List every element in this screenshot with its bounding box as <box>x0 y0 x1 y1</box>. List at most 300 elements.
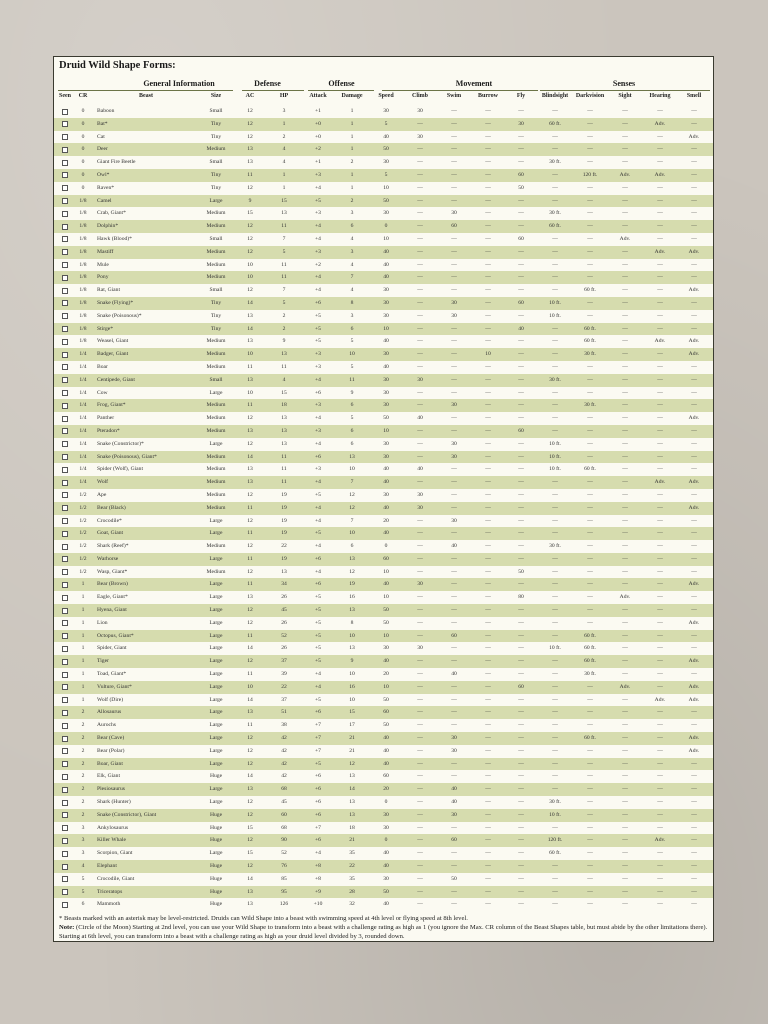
col-header-ac: AC <box>245 93 255 99</box>
cell-speed: 30 <box>383 402 389 409</box>
cell-smell: — <box>691 389 697 396</box>
cell-hearing: — <box>657 287 663 294</box>
cell-sight: — <box>622 197 628 204</box>
cell-swim: 30 <box>451 517 457 524</box>
cell-hp: 2 <box>282 325 286 332</box>
cell-cr: 2 <box>81 811 85 818</box>
cell-fly: — <box>518 696 524 703</box>
cell-damage: 4 <box>350 261 354 268</box>
cell-size: Huge <box>209 888 223 895</box>
cell-sight: Adv. <box>619 594 631 601</box>
cell-attack: +5 <box>315 645 321 652</box>
cell-fly: — <box>518 466 524 473</box>
cell-darkvision: — <box>587 722 593 729</box>
cell-climb: 30 <box>417 376 423 383</box>
cell-size: Small <box>209 159 223 166</box>
cell-damage: 13 <box>349 645 355 652</box>
cell-hp: 13 <box>281 568 287 575</box>
cell-darkvision: — <box>587 159 593 166</box>
cell-cr: 1 <box>81 658 85 665</box>
cell-blindsight: — <box>552 875 558 882</box>
cell-ac: 13 <box>247 466 253 473</box>
cell-fly: — <box>518 479 524 486</box>
cell-climb: 30 <box>417 504 423 511</box>
cell-damage: 7 <box>350 274 354 281</box>
cell-sight: — <box>622 888 628 895</box>
cell-cr: 1/8 <box>79 274 87 281</box>
cell-blindsight: — <box>552 760 558 767</box>
cell-beast: Mammoth <box>97 901 121 908</box>
cell-cr: 1 <box>81 645 85 652</box>
cell-fly: 80 <box>518 594 524 601</box>
cell-beast: Boar, Giant <box>97 760 123 767</box>
cell-swim: — <box>451 850 457 857</box>
cell-hearing: — <box>657 875 663 882</box>
cell-climb: — <box>417 735 423 742</box>
cell-beast: Wasp, Giant* <box>97 568 128 575</box>
cell-smell: — <box>691 837 697 844</box>
cell-cr: 0 <box>81 146 85 153</box>
cell-swim: — <box>451 581 457 588</box>
cell-beast: Rat, Giant <box>97 287 120 294</box>
cell-damage: 5 <box>350 415 354 422</box>
cell-beast: Crocodile* <box>97 517 122 524</box>
cell-hearing: — <box>657 210 663 217</box>
cell-speed: 50 <box>383 722 389 729</box>
cell-attack: +4 <box>315 671 321 678</box>
cell-burrow: — <box>485 658 491 665</box>
table-row <box>54 284 713 297</box>
cell-fly: — <box>518 248 524 255</box>
table-row <box>54 604 713 617</box>
cell-burrow: — <box>485 479 491 486</box>
cell-sight: — <box>622 312 628 319</box>
cell-ac: 12 <box>247 619 253 626</box>
cell-hearing: — <box>657 619 663 626</box>
cell-cr: 0 <box>81 171 85 178</box>
cell-hearing: — <box>657 722 663 729</box>
cell-sight: — <box>622 555 628 562</box>
cell-sight: — <box>622 709 628 716</box>
cell-darkvision: — <box>587 312 593 319</box>
cell-ac: 12 <box>247 235 253 242</box>
cell-blindsight: — <box>552 248 558 255</box>
cell-cr: 2 <box>81 722 85 729</box>
cell-ac: 14 <box>247 696 253 703</box>
cell-speed: 40 <box>383 466 389 473</box>
cell-damage: 8 <box>350 299 354 306</box>
cell-beast: Snake (Poisonous)* <box>97 312 142 319</box>
table-row <box>54 630 713 643</box>
cell-damage: 9 <box>350 658 354 665</box>
cell-smell: Adv. <box>688 658 700 665</box>
cell-hp: 1 <box>282 120 286 127</box>
cell-sight: — <box>622 760 628 767</box>
cell-cr: 1/8 <box>79 338 87 345</box>
cell-beast: Dolphin* <box>97 223 119 230</box>
cell-size: Medium <box>206 402 226 409</box>
cell-hearing: — <box>657 159 663 166</box>
cell-damage: 7 <box>350 517 354 524</box>
cell-blindsight: — <box>552 184 558 191</box>
cell-blindsight: 30 ft. <box>549 376 561 383</box>
cell-darkvision: — <box>587 837 593 844</box>
table-row <box>54 118 713 131</box>
cell-hp: 4 <box>282 376 286 383</box>
cell-smell: — <box>691 171 697 178</box>
cell-beast: Bear (Brown) <box>97 581 128 588</box>
cell-smell: — <box>691 850 697 857</box>
cell-size: Huge <box>209 863 223 870</box>
cell-cr: 1/4 <box>79 402 87 409</box>
cell-climb: — <box>417 184 423 191</box>
table-row <box>54 348 713 361</box>
cell-hp: 19 <box>281 517 287 524</box>
cell-burrow: — <box>485 901 491 908</box>
cell-beast: Shark (Reef)* <box>97 543 129 550</box>
cell-beast: Mastiff <box>97 248 114 255</box>
table-row <box>54 451 713 464</box>
table-row <box>54 476 713 489</box>
cell-burrow: — <box>485 440 491 447</box>
cell-speed: 20 <box>383 517 389 524</box>
cell-ac: 13 <box>247 594 253 601</box>
cell-size: Medium <box>206 261 226 268</box>
cell-damage: 2 <box>350 197 354 204</box>
cell-size: Huge <box>209 811 223 818</box>
cell-fly: — <box>518 722 524 729</box>
cell-blindsight: — <box>552 325 558 332</box>
cell-climb: — <box>417 632 423 639</box>
cell-climb: — <box>417 671 423 678</box>
cell-attack: +6 <box>315 389 321 396</box>
cell-size: Tiny <box>210 325 222 332</box>
table-row <box>54 847 713 860</box>
cell-speed: 30 <box>383 824 389 831</box>
cell-hp: 11 <box>281 479 287 486</box>
cell-climb: — <box>417 850 423 857</box>
cell-swim: 30 <box>451 312 457 319</box>
cell-size: Tiny <box>210 171 222 178</box>
cell-speed: 30 <box>383 351 389 358</box>
cell-attack: +2 <box>315 261 321 268</box>
cell-swim: — <box>451 568 457 575</box>
cell-attack: +3 <box>315 363 321 370</box>
cell-beast: Crocodile, Giant <box>97 875 135 882</box>
cell-hearing: Adv. <box>654 171 666 178</box>
cell-speed: 40 <box>383 504 389 511</box>
cell-sight: — <box>622 607 628 614</box>
cell-smell: Adv. <box>688 351 700 358</box>
cell-size: Medium <box>206 504 226 511</box>
cell-burrow: — <box>485 683 491 690</box>
cell-fly: — <box>518 645 524 652</box>
cell-damage: 28 <box>349 888 355 895</box>
cell-darkvision: — <box>587 133 593 140</box>
cell-ac: 11 <box>247 363 253 370</box>
cell-damage: 4 <box>350 235 354 242</box>
note-text: (Circle of the Moon) Starting at 2nd level, you can use your Wild Shape to transform into a beast with a challenge rating as high as 1 (you ignore the Max. CR column of the Beast Shapes table, but must abide by the other limitations there). Starting at 6th level, you can transform into a beast with a challenge rating as high as your druid level divided by 3, rounded down. <box>59 924 708 940</box>
cell-cr: 2 <box>81 735 85 742</box>
cell-blindsight: — <box>552 171 558 178</box>
cell-ac: 10 <box>247 261 253 268</box>
cell-attack: +5 <box>315 632 321 639</box>
cell-size: Medium <box>206 453 226 460</box>
cell-swim: 30 <box>451 811 457 818</box>
cell-darkvision: 60 ft. <box>584 645 596 652</box>
cell-burrow: — <box>485 799 491 806</box>
cell-fly: 60 <box>518 235 524 242</box>
cell-swim: — <box>451 338 457 345</box>
cell-hp: 7 <box>282 235 286 242</box>
cell-blindsight: 30 ft. <box>549 159 561 166</box>
col-header-attack: Attack <box>309 93 327 99</box>
cell-size: Huge <box>209 875 223 882</box>
cell-hearing: — <box>657 863 663 870</box>
cell-burrow: — <box>485 504 491 511</box>
cell-hearing: — <box>657 197 663 204</box>
cell-blindsight: — <box>552 581 558 588</box>
cell-damage: 8 <box>350 619 354 626</box>
cell-ac: 11 <box>247 530 253 537</box>
cell-beast: Killer Whale <box>97 837 126 844</box>
cell-hp: 13 <box>281 351 287 358</box>
cell-sight: — <box>622 735 628 742</box>
cell-darkvision: — <box>587 555 593 562</box>
cell-hp: 42 <box>281 735 287 742</box>
cell-burrow: — <box>485 427 491 434</box>
cell-burrow: — <box>485 837 491 844</box>
cell-speed: 30 <box>383 811 389 818</box>
cell-hp: 34 <box>281 581 287 588</box>
cell-ac: 12 <box>247 440 253 447</box>
cell-hearing: — <box>657 683 663 690</box>
cell-damage: 12 <box>349 491 355 498</box>
cell-blindsight: — <box>552 504 558 511</box>
cell-burrow: — <box>485 722 491 729</box>
cell-swim: — <box>451 722 457 729</box>
cell-sight: Adv. <box>619 235 631 242</box>
cell-smell: — <box>691 146 697 153</box>
cell-climb: 30 <box>417 133 423 140</box>
cell-climb: — <box>417 287 423 294</box>
cell-ac: 15 <box>247 824 253 831</box>
cell-swim: — <box>451 133 457 140</box>
cell-cr: 4 <box>81 863 85 870</box>
cell-attack: +4 <box>315 184 321 191</box>
cell-size: Large <box>209 850 223 857</box>
cell-hp: 38 <box>281 722 287 729</box>
cell-speed: 30 <box>383 440 389 447</box>
cell-blindsight: — <box>552 555 558 562</box>
cell-attack: +7 <box>315 735 321 742</box>
cell-attack: +4 <box>315 568 321 575</box>
cell-darkvision: — <box>587 811 593 818</box>
cell-hearing: — <box>657 824 663 831</box>
cell-attack: +4 <box>315 850 321 857</box>
cell-swim: 30 <box>451 453 457 460</box>
cell-damage: 10 <box>349 671 355 678</box>
cell-attack: +4 <box>315 223 321 230</box>
cell-attack: +5 <box>315 760 321 767</box>
cell-blindsight: 120 ft. <box>547 837 563 844</box>
cell-cr: 6 <box>81 901 85 908</box>
cell-darkvision: 60 ft. <box>584 466 596 473</box>
cell-ac: 10 <box>247 683 253 690</box>
cell-ac: 13 <box>247 427 253 434</box>
cell-smell: — <box>691 875 697 882</box>
cell-climb: — <box>417 517 423 524</box>
cell-ac: 11 <box>247 555 253 562</box>
group-general: General Information <box>143 79 215 88</box>
cell-smell: — <box>691 607 697 614</box>
cell-swim: — <box>451 146 457 153</box>
cell-cr: 1/4 <box>79 363 87 370</box>
cell-hearing: — <box>657 901 663 908</box>
cell-burrow: — <box>485 197 491 204</box>
cell-beast: Owl* <box>97 171 110 178</box>
cell-swim: 30 <box>451 299 457 306</box>
cell-hearing: — <box>657 568 663 575</box>
cell-damage: 18 <box>349 824 355 831</box>
cell-blindsight: 10 ft. <box>549 645 561 652</box>
table-row <box>54 143 713 156</box>
cell-fly: — <box>518 402 524 409</box>
cell-hp: 126 <box>279 901 289 908</box>
cell-size: Tiny <box>210 133 222 140</box>
group-offense: Offense <box>328 79 355 88</box>
cell-sight: — <box>622 722 628 729</box>
cell-speed: 40 <box>383 248 389 255</box>
cell-fly: 30 <box>518 120 524 127</box>
cell-hp: 19 <box>281 530 287 537</box>
cell-fly: — <box>518 517 524 524</box>
cell-cr: 1 <box>81 581 85 588</box>
cell-burrow: — <box>485 184 491 191</box>
cell-cr: 0 <box>81 184 85 191</box>
cell-attack: +3 <box>315 351 321 358</box>
cell-cr: 0 <box>81 120 85 127</box>
cell-beast: Spider, Giant <box>97 645 127 652</box>
cell-hearing: Adv. <box>654 248 666 255</box>
cell-burrow: — <box>485 875 491 882</box>
cell-size: Medium <box>206 223 226 230</box>
col-header-damage: Damage <box>341 93 363 99</box>
cell-climb: — <box>417 223 423 230</box>
cell-blindsight: — <box>552 735 558 742</box>
cell-hp: 2 <box>282 133 286 140</box>
cell-burrow: — <box>485 325 491 332</box>
cell-speed: 50 <box>383 415 389 422</box>
cell-burrow: — <box>485 133 491 140</box>
cell-cr: 1 <box>81 594 85 601</box>
cell-damage: 6 <box>350 402 354 409</box>
cell-hp: 68 <box>281 824 287 831</box>
cell-beast: Aurochs <box>97 722 116 729</box>
cell-darkvision: — <box>587 261 593 268</box>
cell-hp: 7 <box>282 287 286 294</box>
cell-swim: — <box>451 645 457 652</box>
cell-smell: — <box>691 799 697 806</box>
cell-size: Huge <box>209 837 223 844</box>
cell-darkvision: — <box>587 146 593 153</box>
rule-movement <box>382 90 538 91</box>
cell-sight: — <box>622 427 628 434</box>
cell-darkvision: 60 ft. <box>584 658 596 665</box>
cell-swim: — <box>451 773 457 780</box>
cell-blindsight: — <box>552 389 558 396</box>
cell-burrow: — <box>485 555 491 562</box>
cell-beast: Pony <box>97 274 109 281</box>
cell-size: Large <box>209 607 223 614</box>
table-row <box>54 182 713 195</box>
beast-table <box>54 105 713 911</box>
cell-attack: +4 <box>315 479 321 486</box>
cell-hp: 52 <box>281 632 287 639</box>
cell-sight: — <box>622 491 628 498</box>
cell-blindsight: — <box>552 261 558 268</box>
cell-hearing: — <box>657 415 663 422</box>
cell-swim: — <box>451 427 457 434</box>
cell-burrow: — <box>485 261 491 268</box>
cell-fly: 60 <box>518 299 524 306</box>
cell-blindsight: — <box>552 773 558 780</box>
cell-darkvision: — <box>587 479 593 486</box>
cell-swim: — <box>451 504 457 511</box>
cell-damage: 10 <box>349 696 355 703</box>
cell-speed: 30 <box>383 287 389 294</box>
table-row <box>54 233 713 246</box>
cell-speed: 30 <box>383 453 389 460</box>
cell-beast: Octopus, Giant* <box>97 632 134 639</box>
cell-ac: 12 <box>247 607 253 614</box>
cell-swim: — <box>451 530 457 537</box>
cell-fly: — <box>518 837 524 844</box>
cell-blindsight: 60 ft. <box>549 120 561 127</box>
cell-climb: — <box>417 159 423 166</box>
rule-senses <box>540 90 710 91</box>
cell-swim: — <box>451 619 457 626</box>
cell-size: Large <box>209 722 223 729</box>
cell-size: Huge <box>209 824 223 831</box>
cell-sight: — <box>622 453 628 460</box>
cell-swim: — <box>451 363 457 370</box>
cell-climb: — <box>417 427 423 434</box>
cell-hp: 52 <box>281 850 287 857</box>
cell-blindsight: — <box>552 338 558 345</box>
cell-beast: Vulture, Giant* <box>97 683 132 690</box>
cell-swim: — <box>451 479 457 486</box>
cell-climb: — <box>417 146 423 153</box>
cell-blindsight: — <box>552 722 558 729</box>
cell-blindsight: 10 ft. <box>549 299 561 306</box>
cell-beast: Elephant <box>97 863 117 870</box>
table-row <box>54 873 713 886</box>
cell-sight: — <box>622 363 628 370</box>
cell-hearing: — <box>657 325 663 332</box>
table-row <box>54 515 713 528</box>
cell-ac: 12 <box>247 223 253 230</box>
cell-damage: 6 <box>350 440 354 447</box>
cell-beast: Snake (Constrictor)* <box>97 440 144 447</box>
cell-beast: Plesiosaurus <box>97 786 125 793</box>
cell-burrow: — <box>485 645 491 652</box>
cell-beast: Pteradon* <box>97 427 120 434</box>
cell-attack: +3 <box>315 466 321 473</box>
cell-climb: — <box>417 888 423 895</box>
cell-fly: 60 <box>518 171 524 178</box>
cell-damage: 6 <box>350 223 354 230</box>
